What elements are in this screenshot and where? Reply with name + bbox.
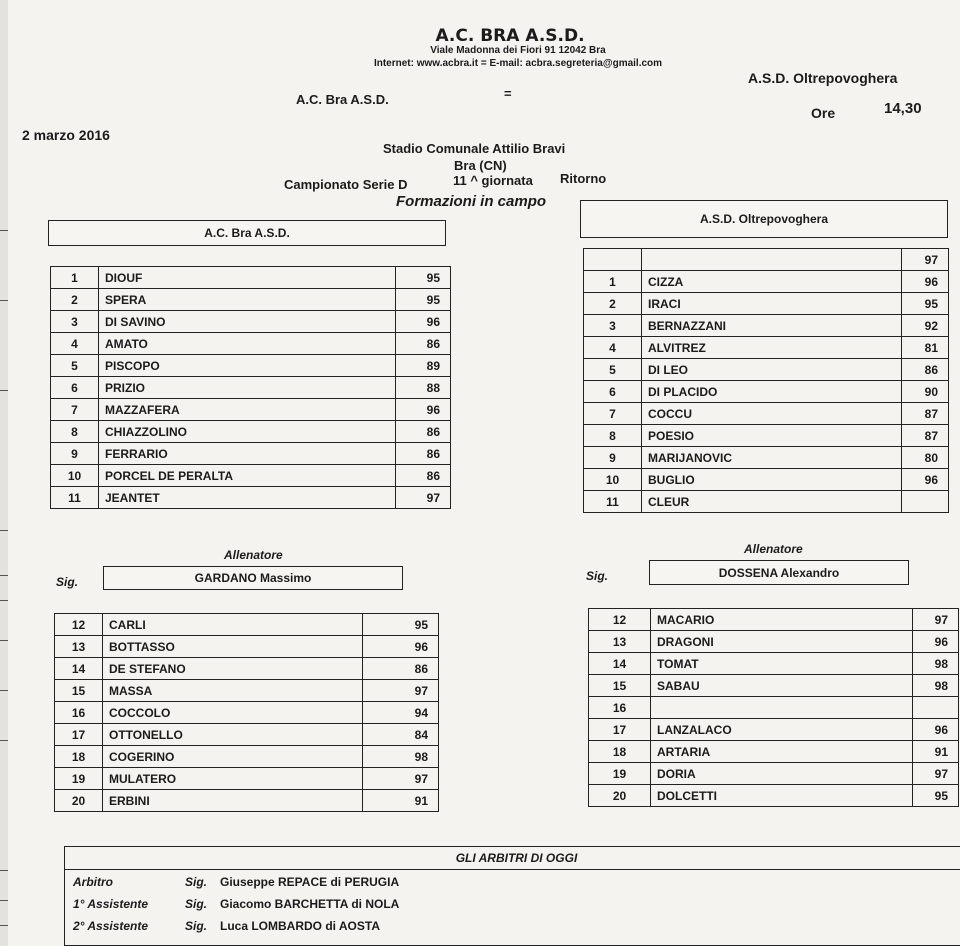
player-number: 16 [589, 697, 651, 719]
player-score: 80 [902, 447, 949, 469]
player-score: 86 [396, 421, 451, 443]
match-separator: = [504, 86, 512, 101]
player-number: 18 [55, 746, 103, 768]
player-name: MARIJANOVIC [642, 447, 902, 469]
player-number: 17 [55, 724, 103, 746]
player-name: PISCOPO [99, 355, 396, 377]
player-score: 91 [363, 790, 439, 812]
player-score: 89 [396, 355, 451, 377]
player-name: DE STEFANO [103, 658, 363, 680]
referee-name: Giacomo BARCHETTA di NOLA [220, 897, 400, 911]
away-starter-row [584, 337, 949, 359]
section-title: Formazioni in campo [396, 193, 547, 210]
player-name [651, 697, 913, 719]
player-number: 7 [51, 399, 99, 421]
player-name: DRAGONI [651, 631, 913, 653]
player-name: LANZALACO [651, 719, 913, 741]
home-starter-row [51, 355, 451, 377]
away-coach-name: DOSSENA Alexandro [718, 565, 840, 580]
player-score: 96 [363, 636, 439, 658]
player-score: 98 [913, 675, 959, 697]
player-number: 1 [51, 267, 99, 289]
player-score: 96 [902, 469, 949, 491]
player-score: 96 [902, 271, 949, 293]
player-number: 9 [51, 443, 99, 465]
away-sub-row [589, 653, 959, 675]
leg: Ritorno [560, 171, 607, 186]
home-coach-name: GARDANO Massimo [194, 571, 312, 585]
player-number: 20 [55, 790, 103, 812]
player-name: CIZZA [642, 271, 902, 293]
player-number: 19 [589, 763, 651, 785]
player-score: 86 [396, 333, 451, 355]
player-number: 9 [584, 447, 642, 469]
away-starter-row [584, 271, 949, 293]
player-name: COCCU [642, 403, 902, 425]
player-name: BOTTASSO [103, 636, 363, 658]
player-name: CLEUR [642, 491, 902, 513]
referees-box [64, 846, 960, 946]
player-number: 13 [589, 631, 651, 653]
player-number: 15 [589, 675, 651, 697]
player-name: ERBINI [103, 790, 363, 812]
away-top-score: 97 [902, 249, 949, 271]
away-sub-row [589, 609, 959, 631]
referee-row [65, 919, 960, 941]
home-starter-row [51, 399, 451, 421]
player-score: 94 [363, 702, 439, 724]
club-address: Viale Madonna dei Fiori 91 12042 Bra [430, 45, 606, 56]
home-starter-row [51, 289, 451, 311]
referee-sig: Sig. [185, 897, 208, 911]
player-score: 95 [913, 785, 959, 807]
player-score: 95 [396, 289, 451, 311]
club-name: A.C. BRA A.S.D. [435, 26, 585, 46]
home-sub-row [55, 724, 439, 746]
player-score: 97 [396, 487, 451, 509]
away-sub-row [589, 675, 959, 697]
referee-role: Arbitro [73, 875, 113, 889]
player-number: 5 [51, 355, 99, 377]
referee-name: Giuseppe REPACE di PERUGIA [220, 875, 400, 889]
player-score: 86 [396, 465, 451, 487]
away-sub-row [589, 719, 959, 741]
home-sub-row [55, 746, 439, 768]
player-score: 97 [913, 763, 959, 785]
player-score: 87 [902, 403, 949, 425]
player-number: 3 [584, 315, 642, 337]
player-number: 8 [51, 421, 99, 443]
player-score: 98 [913, 653, 959, 675]
player-score: 88 [396, 377, 451, 399]
player-name: DOLCETTI [651, 785, 913, 807]
home-starter-row [51, 311, 451, 333]
home-sub-row [55, 658, 439, 680]
player-name: BUGLIO [642, 469, 902, 491]
player-number: 4 [51, 333, 99, 355]
player-score: 90 [902, 381, 949, 403]
player-number: 12 [589, 609, 651, 631]
player-score: 96 [913, 631, 959, 653]
away-sub-row [589, 697, 959, 719]
away-starters-table [583, 248, 949, 513]
player-number: 11 [51, 487, 99, 509]
home-sub-row [55, 614, 439, 636]
player-score: 97 [913, 609, 959, 631]
player-score: 92 [902, 315, 949, 337]
player-name: CHIAZZOLINO [99, 421, 396, 443]
away-starter-row [584, 403, 949, 425]
player-number: 15 [55, 680, 103, 702]
player-number: 6 [584, 381, 642, 403]
player-name: COCCOLO [103, 702, 363, 724]
home-coach-label: Allenatore [224, 548, 283, 562]
player-score: 98 [363, 746, 439, 768]
away-starter-row [584, 293, 949, 315]
player-number: 3 [51, 311, 99, 333]
document-page [8, 0, 960, 946]
away-sub-row [589, 741, 959, 763]
player-name: PRIZIO [99, 377, 396, 399]
player-score: 86 [396, 443, 451, 465]
player-number: 10 [51, 465, 99, 487]
kickoff-time: 14,30 [884, 100, 922, 117]
player-score: 95 [902, 293, 949, 315]
player-name: FERRARIO [99, 443, 396, 465]
player-number: 6 [51, 377, 99, 399]
away-starter-row [584, 447, 949, 469]
away-sub-row [589, 763, 959, 785]
away-starter-row [584, 315, 949, 337]
player-number: 7 [584, 403, 642, 425]
player-name: COGERINO [103, 746, 363, 768]
away-starter-row [584, 425, 949, 447]
player-number: 14 [589, 653, 651, 675]
away-coach-box [649, 560, 909, 585]
home-starter-row [51, 487, 451, 509]
player-name: MASSA [103, 680, 363, 702]
player-name: POESIO [642, 425, 902, 447]
player-number: 20 [589, 785, 651, 807]
player-score: 81 [902, 337, 949, 359]
player-name: TOMAT [651, 653, 913, 675]
away-starter-row [584, 381, 949, 403]
away-starter-row [584, 491, 949, 513]
player-score: 86 [363, 658, 439, 680]
player-name: SPERA [99, 289, 396, 311]
home-starters-table [50, 266, 451, 509]
referee-sig: Sig. [185, 875, 208, 889]
city: Bra (CN) [454, 158, 507, 173]
player-number: 5 [584, 359, 642, 381]
player-score: 96 [396, 399, 451, 421]
home-sub-row [55, 790, 439, 812]
player-name: DI PLACIDO [642, 381, 902, 403]
player-score [902, 491, 949, 513]
player-name: CARLI [103, 614, 363, 636]
player-score: 96 [396, 311, 451, 333]
referee-row [65, 875, 960, 897]
referee-role: 1° Assistente [73, 897, 149, 911]
home-team-box-label: A.C. Bra A.S.D. [204, 226, 290, 240]
away-sub-row [589, 785, 959, 807]
player-number: 1 [584, 271, 642, 293]
away-top-row [584, 249, 949, 271]
player-name: JEANTET [99, 487, 396, 509]
stadium: Stadio Comunale Attilio Bravi [383, 141, 566, 156]
player-score: 97 [363, 680, 439, 702]
player-name: BERNAZZANI [642, 315, 902, 337]
referee-role: 2° Assistente [73, 919, 149, 933]
home-starter-row [51, 377, 451, 399]
player-number: 11 [584, 491, 642, 513]
away-team-header: A.S.D. Oltrepovoghera [748, 70, 898, 86]
player-number: 2 [51, 289, 99, 311]
away-coach-sig: Sig. [586, 569, 609, 583]
player-score: 97 [363, 768, 439, 790]
home-sub-row [55, 636, 439, 658]
match-date: 2 marzo 2016 [22, 127, 110, 143]
away-sub-row [589, 631, 959, 653]
player-score: 86 [902, 359, 949, 381]
club-contact: Internet: www.acbra.it = E-mail: acbra.segreteria@gmail.com [373, 58, 663, 69]
player-name: DORIA [651, 763, 913, 785]
home-team-box [48, 220, 446, 246]
player-number: 16 [55, 702, 103, 724]
referee-row [65, 897, 960, 919]
home-coach-sig: Sig. [56, 575, 79, 589]
player-number: 18 [589, 741, 651, 763]
home-sub-row [55, 680, 439, 702]
away-starter-row [584, 359, 949, 381]
player-score: 95 [396, 267, 451, 289]
player-name: IRACI [642, 293, 902, 315]
player-score: 87 [902, 425, 949, 447]
referee-name: Luca LOMBARDO di AOSTA [220, 919, 380, 933]
player-name: DIOUF [99, 267, 396, 289]
home-starter-row [51, 333, 451, 355]
player-score: 91 [913, 741, 959, 763]
round: 11 ^ giornata [453, 173, 533, 188]
home-subs-table [54, 613, 439, 812]
competition: Campionato Serie D [284, 177, 408, 192]
player-name: MACARIO [651, 609, 913, 631]
away-coach-label: Allenatore [744, 542, 803, 556]
away-team-box-label: A.S.D. Oltrepovoghera [699, 212, 829, 226]
player-number: 14 [55, 658, 103, 680]
player-name: AMATO [99, 333, 396, 355]
home-sub-row [55, 702, 439, 724]
player-number: 10 [584, 469, 642, 491]
player-name: ARTARIA [651, 741, 913, 763]
player-score: 95 [363, 614, 439, 636]
player-score: 96 [913, 719, 959, 741]
away-starter-row [584, 469, 949, 491]
player-number: 12 [55, 614, 103, 636]
player-name: PORCEL DE PERALTA [99, 465, 396, 487]
player-name: OTTONELLO [103, 724, 363, 746]
player-number: 13 [55, 636, 103, 658]
player-name: ALVITREZ [642, 337, 902, 359]
home-starter-row [51, 443, 451, 465]
away-team-box [580, 200, 948, 238]
home-team-header: A.C. Bra A.S.D. [296, 92, 389, 107]
left-page-edge [0, 0, 8, 946]
player-number: 4 [584, 337, 642, 359]
home-coach-box [103, 566, 403, 590]
home-sub-row [55, 768, 439, 790]
referees-title: GLI ARBITRI DI OGGI [65, 847, 960, 870]
player-number: 8 [584, 425, 642, 447]
player-name: MAZZAFERA [99, 399, 396, 421]
player-name: DI SAVINO [99, 311, 396, 333]
home-starter-row [51, 421, 451, 443]
player-name: MULATERO [103, 768, 363, 790]
referee-sig: Sig. [185, 919, 208, 933]
away-subs-table [588, 608, 959, 807]
time-label: Ore [811, 105, 836, 121]
player-number: 17 [589, 719, 651, 741]
player-number: 2 [584, 293, 642, 315]
home-starter-row [51, 465, 451, 487]
player-score: 84 [363, 724, 439, 746]
player-number: 19 [55, 768, 103, 790]
home-starter-row [51, 267, 451, 289]
player-name: DI LEO [642, 359, 902, 381]
player-score [913, 697, 959, 719]
player-name: SABAU [651, 675, 913, 697]
